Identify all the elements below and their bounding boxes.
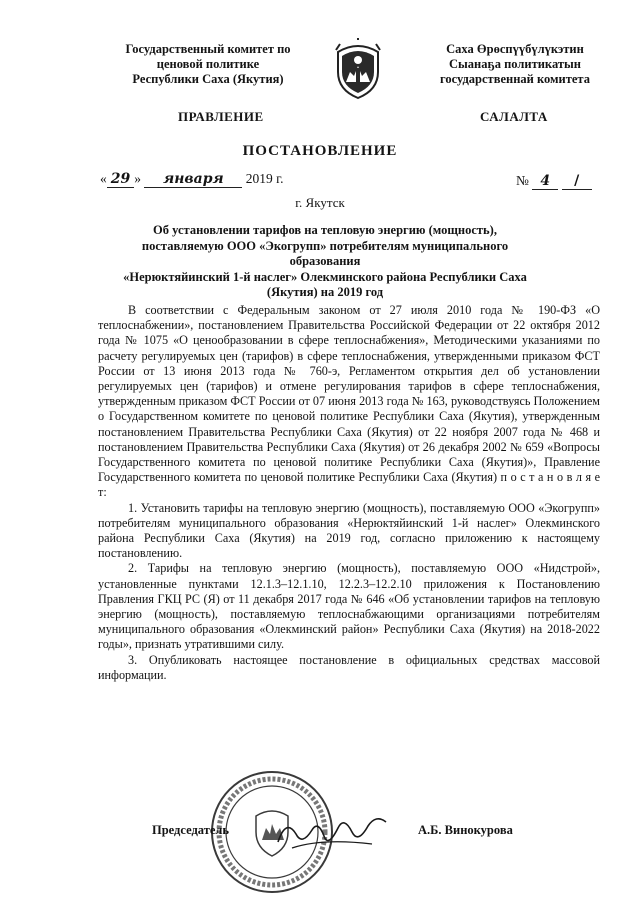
document-body	[98, 303, 600, 683]
document-type: ПОСТАНОВЛЕНИЕ	[242, 143, 398, 159]
number-value: 4	[532, 173, 558, 190]
resolution-item-1: 1. Установить тарифы на тепловую энергию (мощность), поставляемую ООО «Экогрупп» потребителям муниципального образования «Нерюктяйинский 1-й наслег» Олекминского района Республики Саха (Якутия) на 2019 год, согласно приложению к настоящему постановлению.	[98, 500, 600, 561]
issuer-name-yakut	[415, 42, 615, 87]
board-label-russian: ПРАВЛЕНИЕ	[178, 109, 264, 124]
issuer-line: Сыанаҕа политикатын	[449, 57, 581, 71]
coat-of-arms-icon	[330, 38, 386, 100]
handwritten-signature-icon	[272, 808, 392, 858]
title-line: «Нерюктяйинский 1-й наслег» Олекминского района Республики Саха	[123, 269, 527, 284]
date-day: 29	[107, 171, 134, 188]
issuer-line: государственнай комитета	[440, 72, 590, 86]
title-line: (Якутия) на 2019 год	[266, 285, 384, 299]
title-line: Об установлении тарифов на тепловую энергию (мощность),	[153, 223, 497, 237]
board-label-yakut: САЛАЛТА	[480, 109, 548, 124]
issuer-name-russian	[108, 42, 308, 87]
number-suffix: /	[562, 173, 592, 190]
number-prefix: №	[516, 173, 529, 188]
city: г. Якутск	[295, 195, 345, 210]
resolution-item-3: 3. Опубликовать настоящее постановление в официальных средствах массовой информации.	[98, 652, 600, 682]
date-year: 2019 г.	[245, 171, 284, 186]
document-number	[516, 173, 592, 190]
signatory-title: Председатель	[152, 823, 230, 837]
date-open-quote: «	[100, 171, 107, 186]
resolution-item-2: 2. Тарифы на тепловую энергию (мощность), поставляемую ООО «Нидстрой», установленные пунктами 12.1.3–12.1.10, 12.2.3–12.2.10 приложения к Постановлению Правления ГКЦ РС (Я) от 11 декабря 2017 года № 646 «Об установлении тарифов на тепловую энергию (мощность), поставляемую теплоснабжающими организациями потребителям муниципального образования «Олекминский район» Республики Саха (Якутия) на 2018-2022 годы», признать утратившими силу.	[98, 561, 600, 652]
title-line: поставляемую ООО «Экогрупп» потребителям муниципального образования	[141, 238, 509, 268]
document-date	[100, 171, 284, 188]
date-month: января	[144, 171, 242, 188]
issuer-line: Республики Саха (Якутия)	[132, 72, 284, 86]
issuer-line: Саха Өрөспүүбүлүкэтин	[446, 42, 584, 56]
signatory-name: А.Б. Винокурова	[418, 823, 513, 837]
issuer-line: Государственный комитет по	[125, 42, 291, 56]
preamble-paragraph: В соответствии с Федеральным законом от 27 июля 2010 года № 190-ФЗ «О теплоснабжении», постановлением Правительства Российской Федерации от 22 октября 2012 года № 1075 «О ценообразовании в сфере теплоснабжения», Методическими указаниями по расчету регулируемых цен (тарифов) в сфере теплоснабжения, утвержденными приказом ФСТ России от 13 июня 2013 года № 760-э, Регламентом открытия дел об установлении регулируемых цен (тарифов) и отмене регулирования тарифов в сфере теплоснабжения, утвержденным приказом ФСТ России от 07 июня 2013 года № 163, руководствуясь Положением о Государственном комитете по ценовой политике Республики Саха (Якутия), утвержденным постановлением Правительства Республики Саха (Якутия) от 22 ноября 2007 года № 468 и постановлением Правительства Республики Саха (Якутия) от 26 декабря 2002 № 659 «Вопросы Государственного комитета по ценовой политике Республики Саха (Якутия)», Правление Государственного комитета по ценовой политике Республики Саха (Якутия) п о с т а н о в л я е т:	[98, 303, 600, 500]
issuer-line: ценовой политике	[156, 57, 260, 71]
date-close-quote: »	[134, 171, 141, 186]
document-title	[110, 223, 540, 301]
